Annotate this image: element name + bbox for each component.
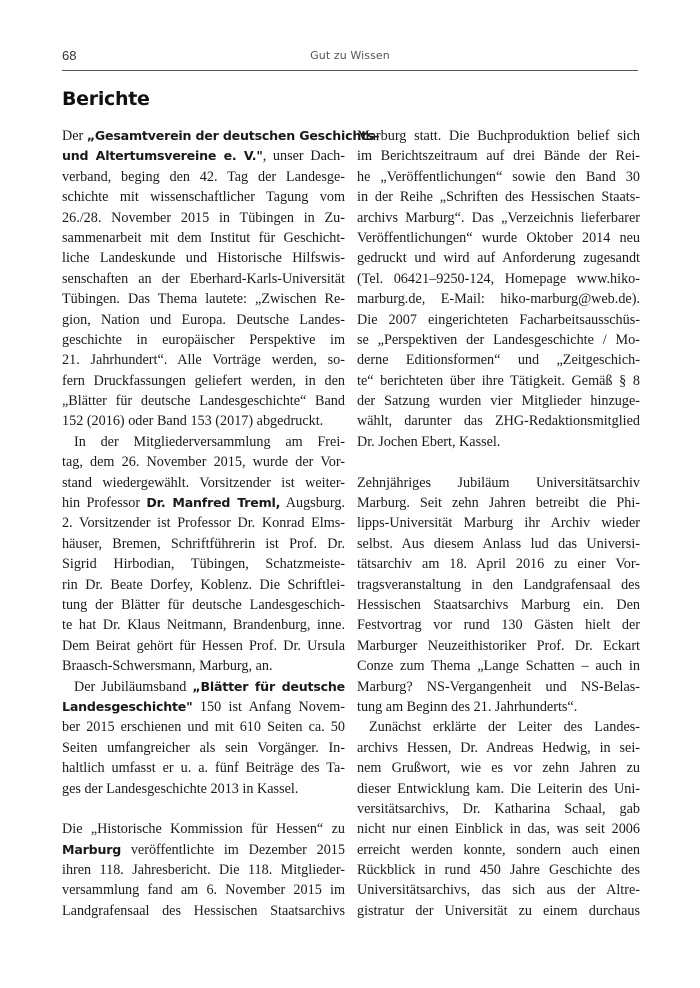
text-line: lipps-Universität Marburg ihr Archiv wieder bbox=[357, 515, 640, 532]
text-line: gion, Nation und Europa. Deutsche Landes- bbox=[62, 311, 345, 328]
paragraph-gap bbox=[62, 799, 345, 819]
text-line: Dr. Jochen Ebert, Kassel. bbox=[357, 433, 501, 450]
text-line: dieser Entwicklung kam. Die Leiterin des Uni- bbox=[357, 780, 640, 797]
running-header bbox=[62, 48, 638, 70]
text-line: haltlich umfasst er u. a. fünf Beiträge des Ta- bbox=[62, 760, 345, 777]
running-title: Gut zu Wissen bbox=[310, 49, 390, 62]
text-line: Festvortrag vor rund 130 Gästen hielt der bbox=[357, 617, 640, 634]
text-line: gistratur der Universität zu einem durchaus bbox=[357, 902, 640, 919]
text-line: archivs Hessen, Dr. Andreas Hedwig, in sei- bbox=[357, 739, 640, 756]
paragraph bbox=[357, 473, 640, 718]
left-column bbox=[62, 126, 380, 921]
bold-emphasis: und Altertumsvereine e. V." bbox=[62, 148, 263, 164]
text-line: ges der Landesgeschichte 2013 in Kassel. bbox=[62, 780, 299, 797]
text-line: geschichte in europäischer Perspektive im bbox=[62, 331, 345, 348]
text-line: he „Veröffentlichungen“ sowie den Band 30 bbox=[357, 168, 640, 185]
text-line: tätsarchiv am 18. April 2016 zu einer Vor- bbox=[357, 556, 640, 573]
bold-emphasis: „Gesamtverein der deutschen Geschichts- bbox=[86, 128, 380, 143]
text-line: erreicht werden konnte, sondern auch einen bbox=[357, 841, 640, 858]
text-line: Landgrafensaal des Hessischen Staatsarchivs bbox=[62, 902, 345, 919]
text-line: rin Dr. Beate Dorfey, Koblenz. Die Schriftlei- bbox=[62, 576, 345, 593]
text-line: archivs Marburg“. Das „Verzeichnis lieferbarer bbox=[357, 209, 640, 226]
text-line: Zehnjähriges Jubiläum Universitätsarchiv bbox=[357, 474, 640, 491]
text-line: selbst. Aus diesem Anlass lud das Universi- bbox=[357, 535, 640, 552]
text-line: marburg.de, E-Mail: hiko-marburg@web.de). bbox=[357, 291, 640, 308]
text-line: Zunächst erklärte der Leiter des Landes- bbox=[369, 719, 640, 736]
text-line: wählt, darunter das ZHG-Redaktionsmitglied bbox=[357, 413, 640, 430]
bold-emphasis: Landesgeschichte" bbox=[62, 698, 193, 714]
header-rule bbox=[62, 70, 638, 71]
text-line: hin Professor Dr. Manfred Treml, Augsburg. bbox=[62, 495, 345, 512]
right-column bbox=[357, 126, 640, 921]
text-line: (Tel. 06421–9250-124, Homepage www.hiko- bbox=[357, 270, 640, 287]
text-line: tag, dem 26. November 2015, wurde der Vor- bbox=[62, 454, 345, 471]
paragraph bbox=[62, 432, 345, 677]
text-line: Conze zum Thema „Lange Schatten – auch in bbox=[357, 658, 640, 675]
text-line: Universitätsarchivs, das sich aus der Altre- bbox=[357, 882, 640, 899]
text-line: in der Reihe „Schriften des Hessischen Staats- bbox=[357, 189, 640, 206]
text-line: senschaften an der Eberhard-Karls-Universität bbox=[62, 270, 345, 287]
text-line: Die „Historische Kommission für Hessen“ zu bbox=[62, 821, 345, 838]
section-title: Berichte bbox=[62, 88, 150, 110]
paragraph-gap bbox=[357, 452, 640, 472]
text-line: derne Editionsformen“ und „Zeitgeschich- bbox=[357, 352, 640, 369]
text-line: Marburg veröffentlichte im Dezember 2015 bbox=[62, 841, 345, 858]
text-line: Seiten umfangreicher als sein Vorgänger. In- bbox=[62, 739, 345, 756]
text-line: Marburger Neuzeithistoriker Prof. Dr. Eckart bbox=[357, 637, 640, 654]
text-line: und Altertumsvereine e. V.", unser Dach- bbox=[62, 148, 345, 165]
text-line: 2. Vorsitzender ist Professor Dr. Konrad Elms- bbox=[62, 515, 345, 532]
page-number: 68 bbox=[62, 48, 77, 63]
text-line: Rückblick in rund 450 Jahre Geschichte des bbox=[357, 862, 640, 879]
text-line: tung am Beginn des 21. Jahrhunderts“. bbox=[357, 698, 578, 715]
text-line: der Satzung wurden vier Mitglieder hinzuge- bbox=[357, 393, 640, 410]
text-line: tung der Blätter für deutsche Landesgeschich- bbox=[62, 596, 345, 613]
text-line: Marburg. Seit zehn Jahren betreibt die Phi- bbox=[357, 495, 640, 512]
paragraph bbox=[357, 717, 640, 921]
text-line: 21. Jahrhundert“. Alle Vorträge werden, so- bbox=[62, 352, 345, 369]
text-line: stand wiedergewählt. Vorsitzender ist weiter- bbox=[62, 474, 345, 491]
paragraph bbox=[357, 126, 640, 452]
text-line: fern Druckfassungen geliefert werden, in den bbox=[62, 372, 345, 389]
text-line: nem Grußwort, wie es vor zehn Jahren zu bbox=[357, 760, 640, 777]
text-line: sammenarbeit mit dem Institut für Geschicht- bbox=[62, 229, 345, 246]
text-line: 152 (2016) oder Band 153 (2017) abgedruckt. bbox=[62, 413, 324, 430]
text-line: Marburg? NS-Vergangenheit und NS-Belas- bbox=[357, 678, 640, 695]
text-line: Tübingen. Das Thema lautete: „Zwischen Re- bbox=[62, 291, 345, 308]
text-line: te hat Dr. Klaus Neitmann, Brandenburg, inne. bbox=[62, 617, 345, 634]
text-line: ihren 118. Jahresbericht. Die 118. Mitglieder- bbox=[62, 862, 345, 879]
text-line: versitätsarchivs, Dr. Katharina Schaal, gab bbox=[357, 800, 640, 817]
text-line: Landesgeschichte" 150 ist Anfang Novem- bbox=[62, 698, 345, 715]
text-line: Hessischen Staatsarchivs Marburg ein. Den bbox=[357, 596, 640, 613]
text-line: In der Mitgliederversammlung am Frei- bbox=[74, 433, 345, 450]
text-line: Der „Gesamtverein der deutschen Geschichts- bbox=[62, 128, 380, 144]
text-line: tragsveranstaltung in den Landgrafensaal des bbox=[357, 576, 640, 593]
text-line: liche Landeskunde und Historische Hilfswis- bbox=[62, 250, 345, 267]
text-line: schichte mit wissenschaftlicher Tagung vom bbox=[62, 189, 345, 206]
text-line: verband, beging den 42. Tag der Landesge- bbox=[62, 168, 345, 185]
text-line: Die 2007 eingerichteten Facharbeitsausschüs- bbox=[357, 311, 640, 328]
bold-emphasis: Marburg bbox=[62, 841, 122, 857]
text-line: Marburg statt. Die Buchproduktion belief sich bbox=[357, 128, 640, 144]
paragraph bbox=[62, 819, 345, 921]
bold-emphasis: „Blätter für deutsche bbox=[192, 678, 346, 694]
text-line: „Blätter für deutsche Landesgeschichte“ Band bbox=[62, 393, 345, 410]
text-line: häuser, Bremen, Schriftführerin ist Prof. Dr. bbox=[62, 535, 345, 552]
text-line: Braasch-Schwersmann, Marburg, an. bbox=[62, 658, 273, 675]
text-line: Sigrid Hirbodian, Tübingen, Schatzmeiste- bbox=[62, 556, 345, 573]
text-line: nicht nur einen Einblick in das, was seit 2006 bbox=[357, 821, 640, 838]
text-line: Der Jubiläumsband „Blätter für deutsche bbox=[74, 678, 346, 695]
bold-emphasis: Dr. Manfred Treml, bbox=[146, 495, 281, 511]
text-line: 26./28. November 2015 in Tübingen in Zu- bbox=[62, 209, 345, 226]
text-line: im Berichtszeitraum auf drei Bände der Rei- bbox=[357, 148, 640, 165]
paragraph bbox=[62, 126, 380, 432]
text-line: gedruckt und wird auf Anforderung zugesandt bbox=[357, 250, 640, 267]
text-line: Veröffentlichungen“ wurde Oktober 2014 neu bbox=[357, 229, 640, 246]
paragraph bbox=[62, 677, 345, 799]
text-line: ber 2015 erschienen und mit 610 Seiten ca. 50 bbox=[62, 719, 345, 736]
text-line: se „Perspektiven der Landesgeschichte / Mo- bbox=[357, 331, 640, 348]
text-line: Dem Beirat gehört für Hessen Prof. Dr. Ursula bbox=[62, 637, 345, 654]
text-line: versammlung fand am 6. November 2015 im bbox=[62, 882, 345, 899]
text-line: te“ berichteten über ihre Tätigkeit. Gemäß § 8 bbox=[357, 372, 640, 389]
